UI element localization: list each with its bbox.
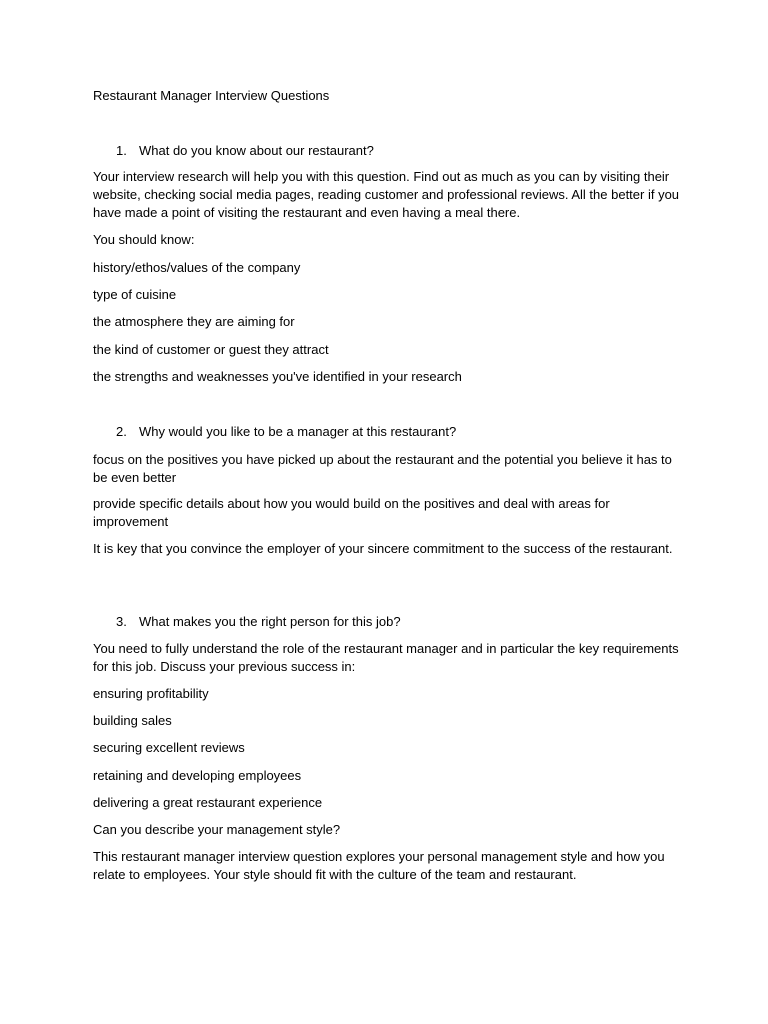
paragraph: provide specific details about how you would build on the positives and deal with areas for improvement — [93, 496, 610, 529]
question-heading: What do you know about our restaurant? — [139, 143, 374, 158]
list-item: securing excellent reviews — [93, 740, 245, 755]
document-title: Restaurant Manager Interview Questions — [93, 88, 330, 103]
paragraph: focus on the positives you have picked up about the restaurant and the potential you believe it has to be even better — [93, 452, 672, 485]
list-item: the atmosphere they are aiming for — [93, 314, 295, 329]
list-item: ensuring profitability — [93, 686, 209, 701]
question-number: 2. — [116, 424, 127, 439]
paragraph: This restaurant manager interview question explores your personal management style and how you relate to employees. Your style should fit with the culture of the team and restaurant. — [93, 849, 665, 882]
list-item: the kind of customer or guest they attract — [93, 342, 329, 357]
question-heading: What makes you the right person for this job? — [139, 614, 401, 629]
subheading: Can you describe your management style? — [93, 822, 341, 837]
paragraph: You should know: — [93, 232, 195, 247]
question-number: 3. — [116, 614, 127, 629]
paragraph: It is key that you convince the employer of your sincere commitment to the success of the restaurant. — [93, 541, 673, 556]
paragraph: You need to fully understand the role of the restaurant manager and in particular the key requirements for this job. Discuss your previous success in: — [93, 641, 679, 674]
list-item: building sales — [93, 713, 172, 728]
list-item: the strengths and weaknesses you've identified in your research — [93, 369, 462, 384]
paragraph: Your interview research will help you with this question. Find out as much as you can by visiting their website, checking social media pages, reading customer and professional reviews. All the better if you have made a point of visiting the restaurant and even having a meal there. — [93, 169, 680, 220]
question-number: 1. — [116, 143, 127, 158]
list-item: history/ethos/values of the company — [93, 260, 301, 275]
list-item: delivering a great restaurant experience — [93, 795, 323, 810]
question-heading: Why would you like to be a manager at this restaurant? — [139, 424, 457, 439]
list-item: type of cuisine — [93, 287, 177, 302]
list-item: retaining and developing employees — [93, 768, 302, 783]
